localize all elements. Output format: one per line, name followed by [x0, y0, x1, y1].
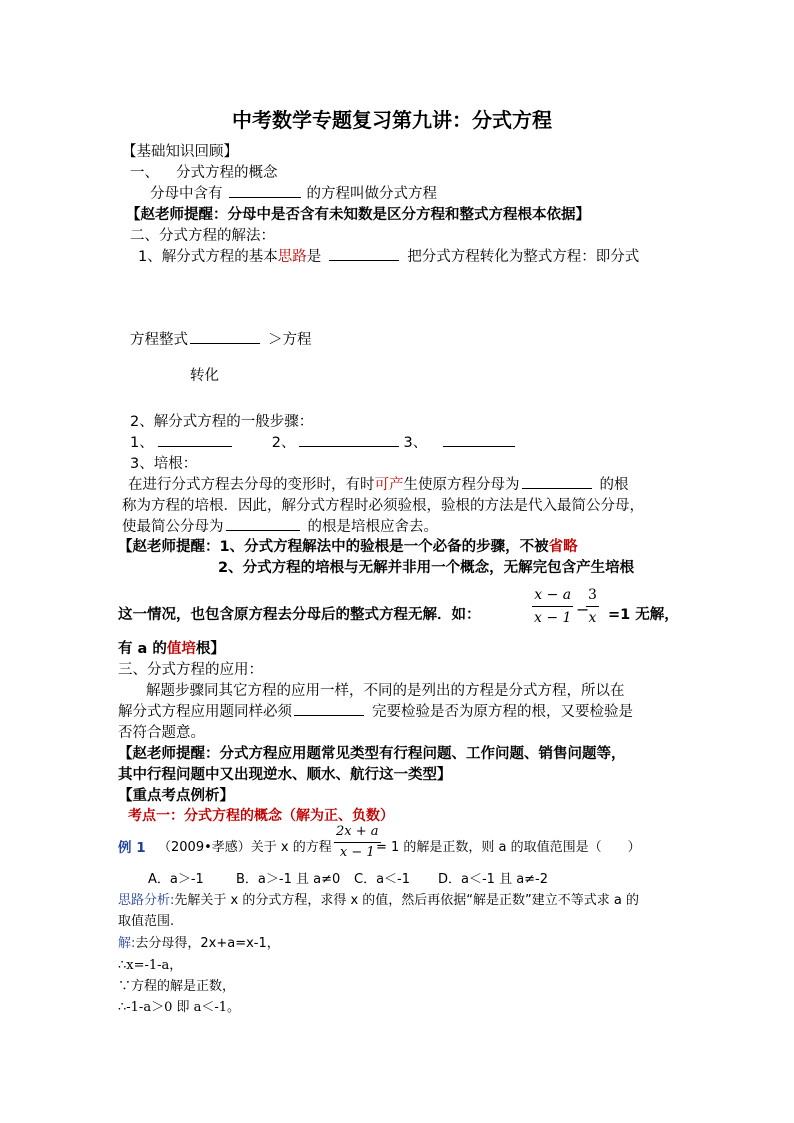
solution-text-1: 去分母得，2x+a=x-1， — [135, 936, 280, 951]
s3-p2 — [118, 700, 633, 721]
flow-row — [130, 328, 312, 349]
flow-left: 方程整式 — [130, 332, 188, 348]
analysis-label: 思路分析: — [118, 893, 175, 908]
example-1-fraction — [334, 822, 381, 863]
s1-definition — [150, 182, 437, 203]
s2-p1-red: 思路 — [277, 249, 307, 265]
blank-flow — [190, 329, 260, 344]
flow-label: 转化 — [190, 368, 219, 384]
blank-step-3 — [443, 432, 515, 447]
r1-mid: 生使原方程分母为 — [403, 477, 520, 493]
tip2-l1-pre: 【赵老师提醒：1、分式方程解法中的验根是一个必备的步骤，不被 — [118, 539, 549, 555]
tip-2-line-2: 2、分式方程的培根与无解并非用一个概念，无解完包含产生培根 — [218, 560, 635, 576]
blank-s1 — [229, 183, 301, 198]
s3-p1: 解题步骤同其它方程的应用一样，不同的是列出的方程是分式方程，所以在 — [146, 683, 625, 699]
example-1-post: = 1 的解是正数，则 a 的取值范围是（ ） — [376, 840, 641, 855]
analysis-line-2: 取值范围. — [118, 914, 175, 929]
tip-2-line-1 — [118, 535, 578, 556]
example-frac-den: x − 1 — [334, 842, 381, 863]
tip2-l4-red: 值培 — [166, 641, 196, 657]
tip-3-line-2: 其中行程问题中又出现逆水、顺水、航行这一类型】 — [118, 767, 452, 783]
r1-post: 的根 — [599, 477, 629, 493]
analysis-line-1 — [118, 889, 639, 908]
example-frac-num: 2x + a — [336, 824, 379, 839]
s2-heading: 二、分式方程的解法： — [130, 228, 275, 244]
solution-label: 解: — [118, 936, 136, 951]
blank-step-2 — [299, 432, 399, 447]
r3-pre: 使最简公分母为 — [122, 519, 224, 535]
blank-s3 — [294, 701, 364, 716]
s1-number: 一、 — [130, 165, 159, 181]
tip2-fraction-2 — [586, 584, 599, 629]
r1-red: 可产 — [374, 477, 404, 493]
tip2-fraction-1 — [532, 584, 573, 629]
s3-heading: 三、分式方程的应用： — [118, 662, 263, 678]
tip2-l4-post: 根】 — [195, 641, 225, 657]
s1-heading: 分式方程的概念 — [176, 165, 278, 181]
section-basic-heading: 【基础知识回顾】 — [122, 144, 238, 160]
tip2-minus: − — [576, 600, 590, 619]
step-1-label: 1、 — [130, 435, 154, 451]
steps-row — [130, 431, 515, 452]
blank-r3 — [226, 516, 300, 531]
blank-s2-p1 — [329, 246, 399, 261]
s3-p2-pre: 解分式方程应用题同样必须 — [118, 704, 292, 720]
tip2-frac2-den: x — [586, 606, 599, 629]
tip-2-line-4 — [118, 637, 225, 658]
tip2-frac2-num: 3 — [588, 587, 597, 603]
option-a: A．a＞-1 — [148, 872, 204, 887]
tip-2-line-3-pre: 这一情况，也包含原方程去分母后的整式方程无解．如： — [118, 607, 481, 623]
s3-p2-post: 完要检验是否为原方程的根，又要检验是 — [372, 704, 633, 720]
solution-line-2: ∴x=-1-a， — [118, 958, 183, 973]
tip-3-line-1: 【赵老师提醒：分式方程应用题常见类型有行程问题、工作问题、销售问题等， — [118, 746, 626, 762]
blank-step-1 — [158, 432, 232, 447]
analysis-text-1: 先解关于 x 的分式方程，求得 x 的值，然后再依据“解是正数”建立不等式求 a 的 — [174, 893, 640, 908]
flow-right: ＞方程 — [268, 332, 312, 348]
option-c: C．a＜-1 — [354, 872, 411, 887]
step-2-label: 2、 — [271, 435, 296, 451]
root-line-1 — [128, 473, 629, 494]
solution-line-1 — [118, 932, 280, 951]
tip2-l4-pre: 有 a 的 — [118, 641, 167, 657]
s2-p1-post: 把分式方程转化为整式方程：即分式 — [407, 249, 640, 265]
tip2-frac1-num: x − a — [534, 587, 572, 603]
tip-1: 【赵老师提醒：分母中是否含有未知数是区分方程和整式方程根本依据】 — [126, 207, 590, 223]
root-line-3 — [122, 515, 438, 536]
section-key-heading: 【重点考点例析】 — [118, 788, 234, 804]
example-1-pre: （2009•孝感）关于 x 的方程 — [158, 840, 332, 855]
page-title: 中考数学专题复习第九讲：分式方程 — [232, 108, 552, 132]
r3-post: 的根是培根应舍去。 — [307, 519, 438, 535]
r1-pre: 在进行分式方程去分母的变形时，有时 — [128, 477, 375, 493]
s1-def-post: 的方程叫做分式方程 — [306, 186, 437, 202]
example-1-label: 例 1 — [118, 840, 146, 856]
s1-def-pre: 分母中含有 — [150, 186, 223, 202]
tip2-frac1-den: x − 1 — [532, 606, 573, 629]
solution-line-3: ∵方程的解是正数， — [118, 979, 236, 994]
s2-p1 — [138, 245, 639, 266]
s2-p1-mid: 是 — [306, 249, 322, 265]
tip-2-line-3-post: =1 无解， — [608, 607, 679, 623]
blank-r1 — [522, 474, 592, 489]
option-b: B．a＞-1 且 a≠0 — [236, 872, 341, 887]
s2-p1-pre: 1、解分式方程的基本 — [138, 249, 278, 265]
solution-line-4: ∴-1-a＞0 即 a＜-1。 — [118, 1000, 241, 1015]
option-d: D．a＜-1 且 a≠-2 — [438, 872, 549, 887]
key-point-1: 考点一：分式方程的概念（解为正、负数） — [128, 808, 394, 824]
root-line-2: 称为方程的培根．因此，解分式方程时必须验根，验根的方法是代入最简公分母， — [122, 498, 644, 514]
step-3-label: 3、 — [403, 435, 428, 451]
root-heading: 3、培根： — [130, 456, 198, 472]
s3-p3: 否符合题意。 — [118, 725, 205, 741]
tip2-l1-red: 省略 — [548, 539, 578, 555]
steps-heading: 2、解分式方程的一般步骤： — [130, 414, 314, 430]
